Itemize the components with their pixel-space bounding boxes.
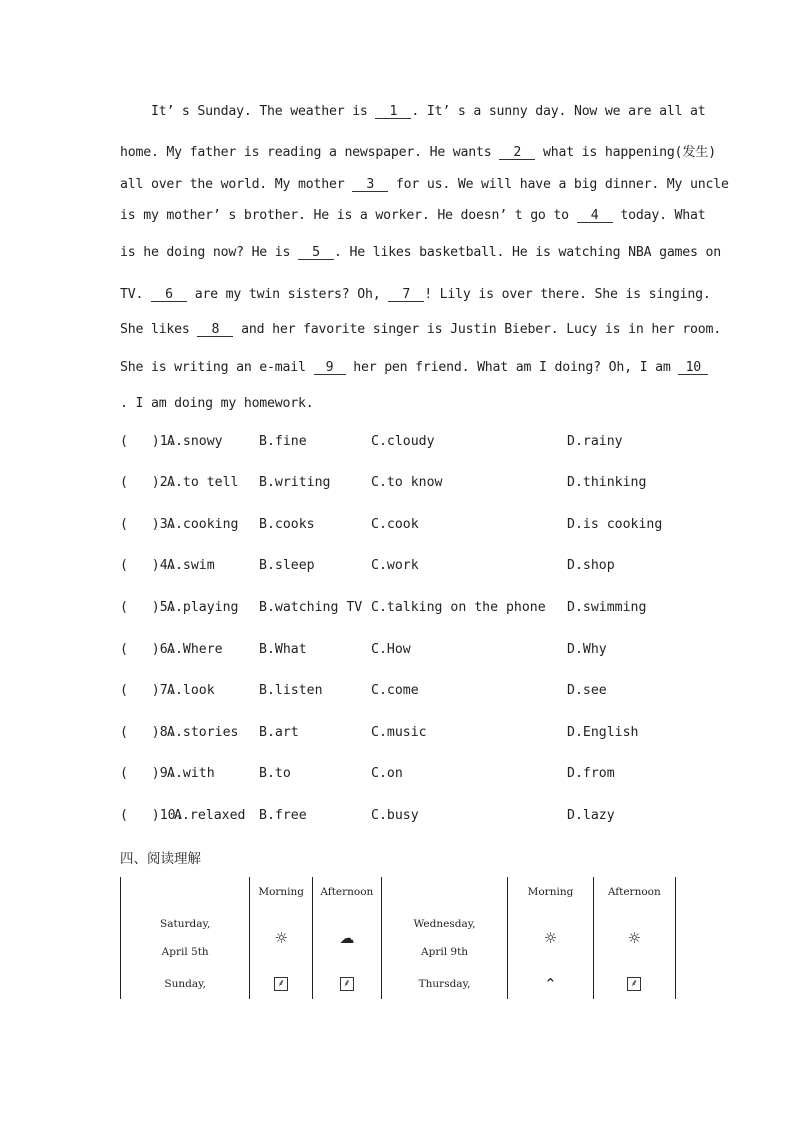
blank-6[interactable]: 6 <box>151 288 187 302</box>
option-c[interactable]: C.talking on the phone <box>371 600 546 615</box>
day-cell-wednesday: Wednesday, April 9th <box>381 907 508 969</box>
question-number[interactable]: ( )4. <box>120 558 176 573</box>
sunny-icon: ☼ <box>593 907 675 969</box>
option-b[interactable]: B.to <box>259 766 291 781</box>
sunny-icon: ☼ <box>250 907 313 969</box>
option-d[interactable]: D.thinking <box>567 475 647 490</box>
weather-table <box>120 877 676 999</box>
rainy-icon: ⸙ <box>250 969 313 999</box>
option-d[interactable]: D.English <box>567 725 639 740</box>
blank-3[interactable]: 3 <box>352 178 388 192</box>
option-d[interactable]: D.is cooking <box>567 517 663 532</box>
header-afternoon: Afternoon <box>313 877 382 907</box>
passage-line-7: She likes 8 and her favorite singer is Justin Bieber. Lucy is in her room. <box>120 322 721 337</box>
option-c[interactable]: C.music <box>371 725 427 740</box>
passage-line-2: home. My father is reading a newspaper. He wants 2 what is happening(发生) <box>120 145 717 160</box>
option-d[interactable]: D.rainy <box>567 434 623 449</box>
passage-line-1: It’ s Sunday. The weather is 1 . It’ s a sunny day. Now we are all at <box>150 104 706 119</box>
question-number[interactable]: ( )5. <box>120 600 176 615</box>
question-number[interactable]: ( )9. <box>120 766 176 781</box>
option-a[interactable]: A.with <box>167 766 215 781</box>
option-b[interactable]: B.art <box>259 725 299 740</box>
option-a[interactable]: A.cooking <box>167 517 239 532</box>
question-number[interactable]: ( )2. <box>120 475 176 490</box>
option-d[interactable]: D.lazy <box>567 808 615 823</box>
empty-header-cell <box>121 877 250 907</box>
option-b[interactable]: B.cooks <box>259 517 315 532</box>
option-a[interactable]: A.swim <box>167 558 215 573</box>
passage-line-8: She is writing an e-mail 9 her pen friend. What am I doing? Oh, I am 10 <box>120 360 676 375</box>
option-b[interactable]: B.writing <box>259 475 331 490</box>
option-c[interactable]: C.come <box>371 683 419 698</box>
question-number[interactable]: ( )8. <box>120 725 176 740</box>
rainy-icon: ⸙ <box>593 969 675 999</box>
option-a[interactable]: A.to tell <box>167 475 239 490</box>
option-d[interactable]: D.see <box>567 683 607 698</box>
blank-9[interactable]: 9 <box>314 361 346 375</box>
blank-1[interactable]: 1 <box>375 105 411 119</box>
question-number[interactable]: ( )3. <box>120 517 176 532</box>
question-number[interactable]: ( )10. <box>120 808 184 823</box>
option-c[interactable]: C.busy <box>371 808 419 823</box>
question-number[interactable]: ( )6. <box>120 642 176 657</box>
option-d[interactable]: D.Why <box>567 642 607 657</box>
option-b[interactable]: B.watching TV <box>259 600 363 615</box>
windy-icon: ⌃ <box>508 969 593 999</box>
option-c[interactable]: C.work <box>371 558 419 573</box>
blank-7[interactable]: 7 <box>388 288 424 302</box>
section-title: 四、阅读理解 <box>120 851 201 867</box>
option-c[interactable]: C.to know <box>371 475 443 490</box>
passage-line-4: is my mother’ s brother. He is a worker. He doesn’ t go to 4 today. What <box>120 208 706 223</box>
option-a[interactable]: A.relaxed <box>174 808 246 823</box>
option-c[interactable]: C.on <box>371 766 403 781</box>
option-c[interactable]: C.cloudy <box>371 434 435 449</box>
header-afternoon: Afternoon <box>593 877 675 907</box>
blank-10[interactable]: 10 <box>678 361 708 375</box>
empty-header-cell <box>381 877 508 907</box>
blank-5[interactable]: 5 <box>298 246 334 260</box>
option-d[interactable]: D.swimming <box>567 600 647 615</box>
option-c[interactable]: C.How <box>371 642 411 657</box>
question-number[interactable]: ( )7. <box>120 683 176 698</box>
option-b[interactable]: B.listen <box>259 683 323 698</box>
passage-line-3: all over the world. My mother 3 for us. We will have a big dinner. My uncle <box>120 177 729 192</box>
passage-line-9: . I am doing my homework. <box>120 396 314 411</box>
passage-line-5: is he doing now? He is 5 . He likes basketball. He is watching NBA games on <box>120 245 721 260</box>
option-a[interactable]: A.look <box>167 683 215 698</box>
rainy-icon: ⸙ <box>313 969 382 999</box>
sunny-icon: ☼ <box>508 907 593 969</box>
blank-2[interactable]: 2 <box>499 146 535 160</box>
passage-line-6: TV. 6 are my twin sisters? Oh, 7 ! Lily is over there. She is singing. <box>120 287 711 302</box>
option-a[interactable]: A.playing <box>167 600 239 615</box>
blank-8[interactable]: 8 <box>197 323 233 337</box>
day-cell-saturday: Saturday, April 5th <box>121 907 250 969</box>
header-morning: Morning <box>250 877 313 907</box>
day-cell-thursday: Thursday, <box>381 969 508 999</box>
blank-4[interactable]: 4 <box>577 209 613 223</box>
option-b[interactable]: B.What <box>259 642 307 657</box>
option-a[interactable]: A.snowy <box>167 434 223 449</box>
option-c[interactable]: C.cook <box>371 517 419 532</box>
option-a[interactable]: A.Where <box>167 642 223 657</box>
cloudy-icon: ☁ <box>313 907 382 969</box>
option-a[interactable]: A.stories <box>167 725 239 740</box>
option-d[interactable]: D.shop <box>567 558 615 573</box>
option-d[interactable]: D.from <box>567 766 615 781</box>
day-cell-sunday: Sunday, <box>121 969 250 999</box>
option-b[interactable]: B.free <box>259 808 307 823</box>
header-morning: Morning <box>508 877 593 907</box>
option-b[interactable]: B.fine <box>259 434 307 449</box>
question-number[interactable]: ( )1. <box>120 434 176 449</box>
option-b[interactable]: B.sleep <box>259 558 315 573</box>
